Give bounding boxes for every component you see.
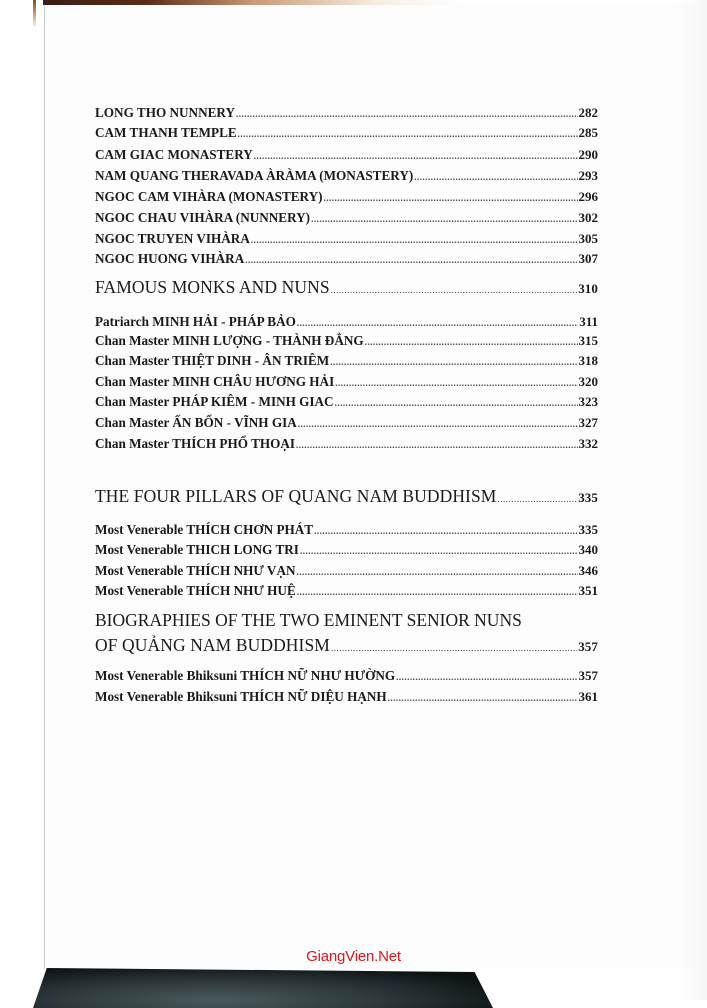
toc-page-number: 305	[578, 231, 598, 246]
dot-leader	[314, 522, 577, 539]
dot-leader	[331, 279, 578, 298]
toc-entry-label: NAM QUANG THERAVADA ÀRÀMA (MONASTERY)	[95, 168, 414, 183]
toc-entry	[95, 521, 598, 539]
dot-leader	[311, 210, 577, 227]
dot-leader	[297, 583, 578, 600]
toc-entry	[95, 167, 598, 185]
dot-leader	[300, 542, 578, 559]
toc-page-number: 340	[578, 542, 598, 557]
toc-section-label: OF QUẢNG NAM BUDDHISM	[95, 635, 330, 655]
toc-entry	[95, 230, 598, 248]
toc-page-number: 311	[579, 314, 598, 329]
dot-leader	[335, 394, 578, 411]
toc-page-number: 293	[578, 168, 598, 183]
toc-entry-label: Chan Master PHÁP KIÊM - MINH GIAC	[95, 394, 334, 409]
toc-page-number: 335	[578, 490, 598, 505]
toc-entry	[95, 688, 598, 706]
toc-page-number: 357	[578, 639, 598, 654]
toc-entry	[95, 352, 598, 370]
toc-page-number: 361	[578, 689, 598, 704]
dot-leader	[324, 189, 578, 206]
dot-leader	[254, 147, 578, 164]
toc-entry	[95, 373, 598, 391]
toc-entry-label: Most Venerable THICH LONG TRI	[95, 542, 299, 557]
toc-entry-label: CAM GIAC MONASTERY	[95, 147, 253, 162]
toc-page-number: 323	[578, 394, 598, 409]
toc-entry-label: Chan Master THIỆT DINH - ÂN TRIÊM	[95, 353, 330, 368]
toc-entry	[95, 332, 598, 350]
dot-leader	[236, 105, 578, 122]
background-surface	[33, 968, 493, 1008]
toc-entry	[95, 541, 598, 559]
toc-entry-label: CAM THANH TEMPLE	[95, 125, 237, 140]
dot-leader	[245, 251, 577, 268]
toc-entry-label: Most Venerable Bhiksuni THÍCH NỮ NHƯ HƯỜNG	[95, 668, 396, 683]
toc-entry	[95, 667, 598, 685]
toc-entry	[95, 393, 598, 411]
dot-leader	[238, 125, 578, 142]
toc-entry-label: NGOC TRUYEN VIHÀRA	[95, 231, 250, 246]
book-spine-edge	[33, 0, 36, 26]
toc-entry-label: NGOC CHAU VIHÀRA (NUNNERY)	[95, 210, 311, 225]
toc-entry	[95, 435, 598, 453]
toc-entry	[95, 250, 598, 268]
toc-entry-label: Chan Master MINH CHÂU HƯƠNG HẢI	[95, 374, 335, 389]
toc-page-number: 285	[578, 125, 598, 140]
toc-page-number: 318	[578, 353, 598, 368]
toc-page-number: 296	[578, 189, 598, 204]
toc-section-heading	[95, 276, 598, 298]
toc-entry-label: LONG THO NUNNERY	[95, 105, 235, 120]
dot-leader	[297, 563, 578, 580]
dot-leader	[365, 333, 578, 350]
toc-entry	[95, 188, 598, 206]
toc-entry-label: Most Venerable THÍCH CHƠN PHÁT	[95, 522, 314, 537]
toc-page-number: 315	[578, 333, 598, 348]
dot-leader	[335, 374, 577, 391]
toc-entry	[95, 104, 598, 122]
toc-page-number: 351	[578, 583, 598, 598]
toc-page-number: 290	[578, 147, 598, 162]
toc-page-number: 320	[578, 374, 598, 389]
toc-page-number: 302	[578, 210, 598, 225]
toc-entry-label: Most Venerable THÍCH NHƯ HUỆ	[95, 583, 296, 598]
dot-leader	[251, 231, 578, 248]
dot-leader	[298, 415, 578, 432]
toc-entry-label: Patriarch MINH HẢI - PHÁP BẢO	[95, 314, 296, 329]
toc-entry	[95, 209, 598, 227]
toc-entry-label: Most Venerable THÍCH NHƯ VẠN	[95, 563, 296, 578]
toc-entry	[95, 146, 598, 164]
dot-leader	[330, 353, 577, 370]
toc-section-label: FAMOUS MONKS AND NUNS	[95, 277, 330, 297]
toc-section-heading	[95, 485, 598, 507]
toc-entry-label: Most Venerable Bhiksuni THÍCH NỮ DIỆU HẠNH	[95, 689, 387, 704]
toc-entry	[95, 562, 598, 580]
dot-leader	[396, 668, 577, 685]
dot-leader	[497, 488, 577, 507]
toc-entry-label: Chan Master MINH LƯỢNG - THÀNH ĐẲNG	[95, 333, 364, 348]
toc-entry-label: Chan Master THÍCH PHỔ THOẠI	[95, 436, 296, 451]
toc-entry	[95, 414, 598, 432]
dot-leader	[297, 314, 578, 331]
toc-page-number: 332	[578, 436, 598, 451]
toc-page-number: 335	[578, 522, 598, 537]
dot-leader	[296, 436, 577, 453]
toc-entry-label: NGOC CAM VIHÀRA (MONASTERY)	[95, 189, 323, 204]
dot-leader	[414, 168, 577, 185]
toc-page-number: 307	[578, 251, 598, 266]
toc-section-heading	[95, 634, 598, 656]
toc-page-number: 310	[578, 281, 598, 296]
toc-entry	[95, 582, 598, 600]
toc-entry	[95, 124, 598, 142]
toc-entry-label: NGOC HUONG VIHÀRA	[95, 251, 245, 266]
toc-page-number: 282	[578, 105, 598, 120]
toc-section-label: THE FOUR PILLARS OF QUANG NAM BUDDHISM	[95, 486, 497, 506]
toc-page-number: 357	[578, 668, 598, 683]
dot-leader	[331, 637, 577, 656]
toc-page-number: 346	[578, 563, 598, 578]
page-right-shadow	[677, 0, 707, 1000]
toc-section-heading-line1: BIOGRAPHIES OF THE TWO EMINENT SENIOR NUNS	[95, 610, 522, 630]
toc-entry	[95, 313, 598, 331]
toc-entry-label: Chan Master ẤN BỔN - VĨNH GIA	[95, 415, 297, 430]
toc-page-number: 327	[578, 415, 598, 430]
dot-leader	[388, 689, 578, 706]
watermark: GiangVien.Net	[306, 948, 401, 965]
page-top-edge-shadow	[43, 0, 463, 5]
